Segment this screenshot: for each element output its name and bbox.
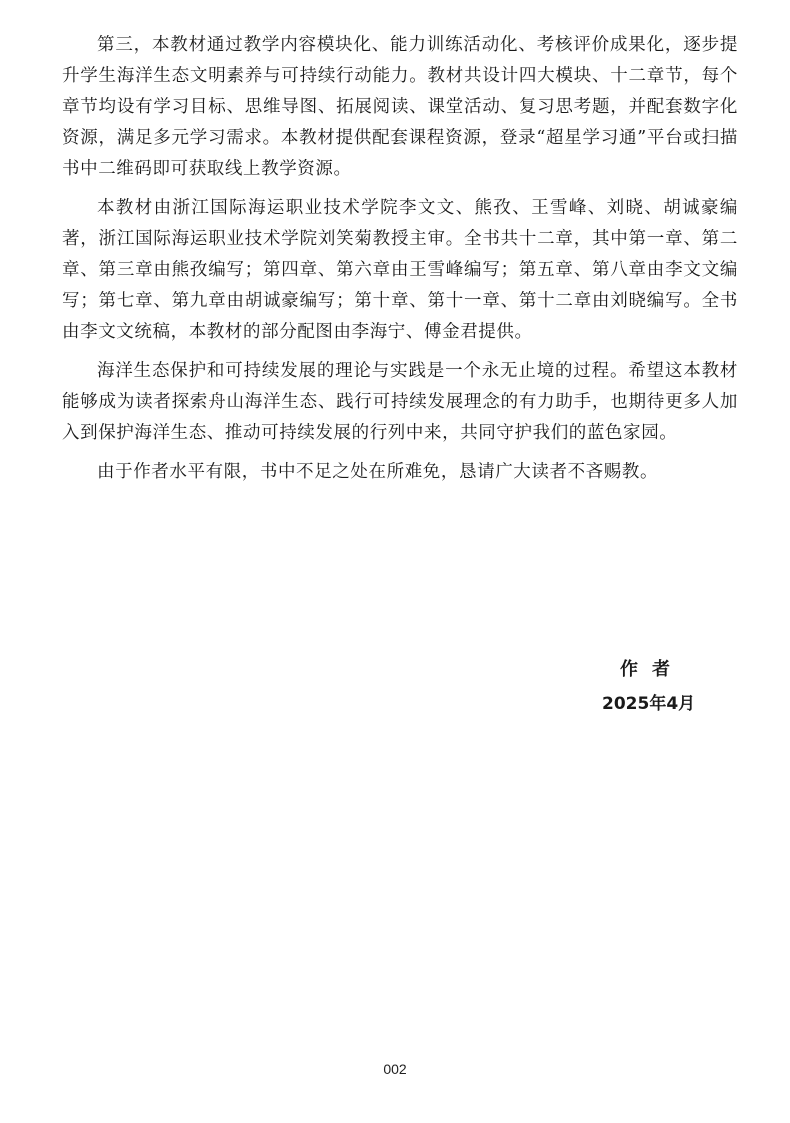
signature-block (590, 655, 730, 719)
page-number: 002 (383, 1061, 407, 1077)
page-body (62, 30, 738, 496)
paragraph-closing: 由于作者水平有限，书中不足之处在所难免，恳请广大读者不吝赐教。 (97, 462, 659, 482)
signature-author: 作者 (620, 659, 684, 680)
paragraph-authors: 本教材由浙江国际海运职业技术学院李文文、熊孜、王雪峰、刘晓、胡诚豪编著，浙江国际海运职业技术学院刘笑菊教授主审。全书共十二章，其中第一章、第二章、第三章由熊孜编写；第四章、第六章由王雪峰编写；第五章、第八章由李文文编写；第七章、第九章由胡诚豪编写；第十章、第十一章、第十二章由刘晓编写。全书由李文文统稿，本教材的部分配图由李海宁、傅金君提供。 (62, 198, 738, 342)
paragraph-outlook: 海洋生态保护和可持续发展的理论与实践是一个永无止境的过程。希望这本教材能够成为读者探索舟山海洋生态、践行可持续发展理念的有力助手，也期待更多人加入到保护海洋生态、推动可持续发展的行列中来，共同守护我们的蓝色家园。 (62, 361, 738, 443)
signature-date: 2025年4月 (602, 694, 696, 714)
paragraph-teaching-modules: 第三，本教材通过教学内容模块化、能力训练活动化、考核评价成果化，逐步提升学生海洋生态文明素养与可持续行动能力。教材共设计四大模块、十二章节，每个章节均设有学习目标、思维导图、拓展阅读、课堂活动、复习思考题，并配套数字化资源，满足多元学习需求。本教材提供配套课程资源，登录“超星学习通”平台或扫描书中二维码即可获取线上教学资源。 (62, 35, 738, 179)
